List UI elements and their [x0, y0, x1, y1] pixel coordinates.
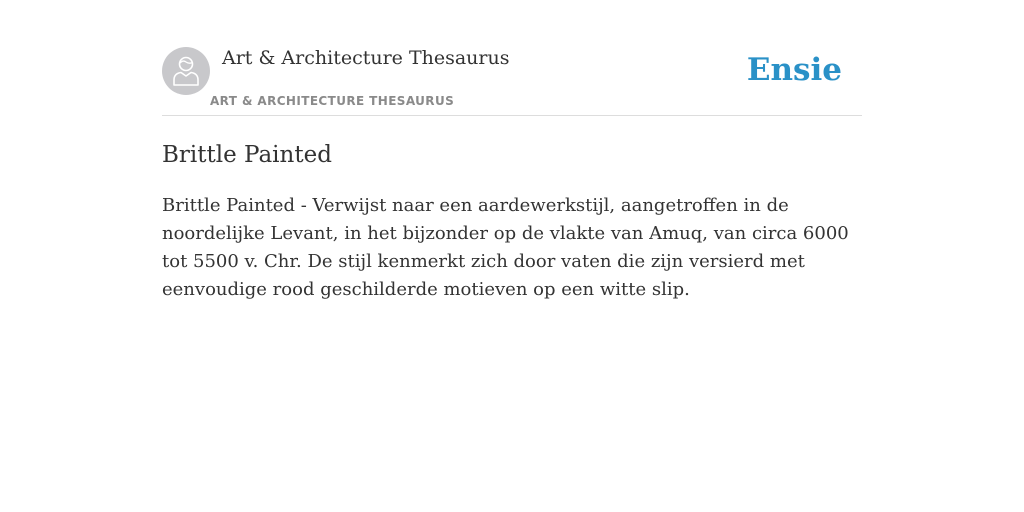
author-subtitle[interactable]: ART & ARCHITECTURE THESAURUS	[210, 94, 455, 108]
article-body: Brittle Painted - Verwijst naar een aardewerkstijl, aangetroffen in de noordelijke Levant, in het bijzonder op de vlakte van Amuq, van circa 6000 tot 5500 v. Chr. De stijl kenmerkt zich door vaten die zijn versierd met eenvoudige rood geschilderde motieven op een witte slip.	[162, 195, 849, 300]
brand-logo[interactable]: Ensie	[746, 52, 842, 88]
author-header	[162, 0, 862, 116]
author-name[interactable]: Art & Architecture Thesaurus	[222, 47, 510, 69]
user-silhouette-icon	[172, 55, 200, 87]
page	[162, 0, 862, 512]
avatar[interactable]	[162, 47, 210, 95]
article-title: Brittle Painted	[162, 142, 332, 168]
